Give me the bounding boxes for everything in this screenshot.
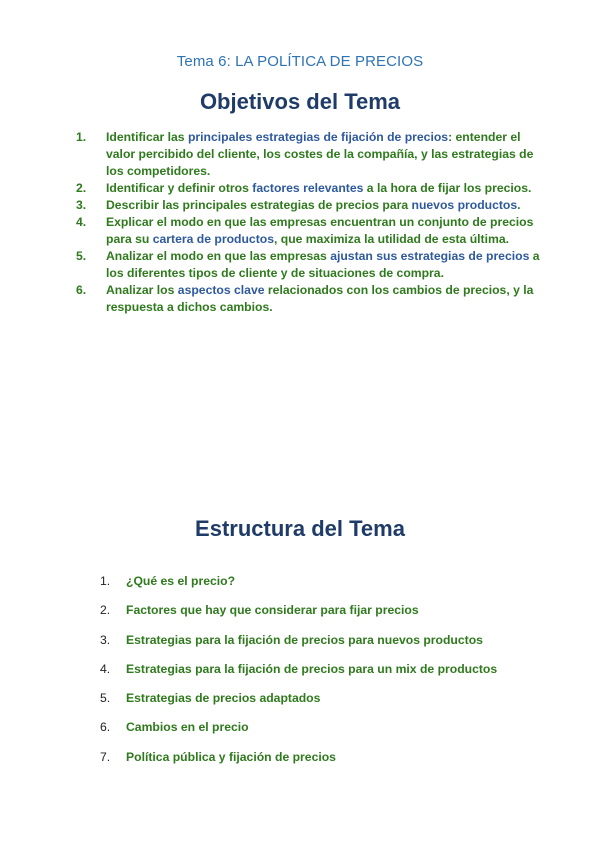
objective-text	[106, 214, 546, 248]
objective-text-part: Explicar el modo en que las empresas encuentran un conjunto de precios para su	[106, 215, 534, 246]
structure-number: 6.	[100, 720, 111, 735]
objective-item	[76, 197, 546, 214]
structure-number: 4.	[100, 661, 111, 676]
structure-number: 5.	[100, 691, 111, 706]
structure-number: 3.	[100, 632, 111, 647]
structure-title: Estructura del Tema	[195, 516, 405, 541]
structure-list	[100, 573, 520, 778]
objective-highlight: principales estrategias de fijación de precios	[187, 130, 449, 144]
objective-item	[76, 214, 546, 248]
structure-text: ¿Qué es el precio?	[126, 574, 236, 588]
structure-number: 2.	[100, 603, 111, 618]
structure-text: Estrategias de precios adaptados	[126, 691, 321, 706]
objective-text-part: Analizar los	[106, 283, 178, 297]
objective-number: 6.	[76, 283, 87, 297]
objective-highlight: ajustan sus estrategias de precios	[330, 249, 530, 263]
structure-item	[100, 749, 520, 778]
structure-number: 1.	[100, 574, 111, 588]
objective-number: 4.	[76, 215, 87, 229]
objective-highlight: aspectos clave	[177, 283, 265, 297]
structure-item	[100, 719, 520, 748]
objective-number: 1.	[76, 130, 87, 144]
objective-item	[76, 129, 546, 180]
objective-number: 2.	[76, 181, 87, 195]
structure-item	[100, 573, 520, 602]
objective-number: 5.	[76, 249, 87, 263]
structure-text: Factores que hay que considerar para fijar precios	[126, 603, 419, 618]
objective-text-part: Identificar las	[106, 130, 188, 144]
objective-number: 3.	[76, 198, 87, 212]
objective-text-part: Identificar y definir otros	[106, 181, 253, 195]
structure-number: 7.	[100, 749, 111, 764]
objective-item	[76, 282, 546, 316]
structure-text: Estrategias para la fijación de precios para un mix de productos	[126, 661, 498, 676]
structure-item	[100, 690, 520, 719]
objective-text	[106, 282, 546, 316]
objective-item	[76, 180, 546, 197]
objective-text	[106, 129, 546, 180]
objective-text-part: : entender el valor percibido del cliente, los costes de la compañía, y las estrategias de los competidores.	[106, 130, 534, 178]
objectives-list	[76, 129, 546, 316]
objective-text-part: relacionados con los cambios de precios, y la respuesta a dichos cambios.	[106, 283, 534, 314]
objective-text	[106, 197, 546, 214]
objective-highlight: factores relevantes	[252, 181, 364, 195]
structure-text: Política pública y fijación de precios	[126, 749, 336, 764]
objective-highlight: cartera de productos	[152, 232, 274, 246]
objective-text-part: .	[517, 198, 521, 212]
objective-item	[76, 248, 546, 282]
objective-highlight: nuevos productos	[411, 198, 518, 212]
structure-item	[100, 602, 520, 631]
objective-text	[106, 248, 546, 282]
objective-text-part: a los diferentes tipos de cliente y de situaciones de compra.	[106, 249, 540, 280]
objective-text-part: Analizar el modo en que las empresas	[106, 249, 331, 263]
objective-text-part: Describir las principales estrategias de precios para	[106, 198, 412, 212]
objective-text-part: a la hora de fijar los precios.	[363, 181, 532, 195]
objective-text-part: , que maximiza la utilidad de esta última.	[273, 232, 509, 246]
page-header: Tema 6: LA POLÍTICA DE PRECIOS	[176, 53, 424, 70]
objectives-title: Objetivos del Tema	[199, 89, 401, 114]
structure-item	[100, 632, 520, 661]
structure-text: Cambios en el precio	[126, 720, 249, 735]
structure-item	[100, 661, 520, 690]
objective-text	[106, 180, 546, 197]
structure-text: Estrategias para la fijación de precios para nuevos productos	[126, 632, 483, 647]
